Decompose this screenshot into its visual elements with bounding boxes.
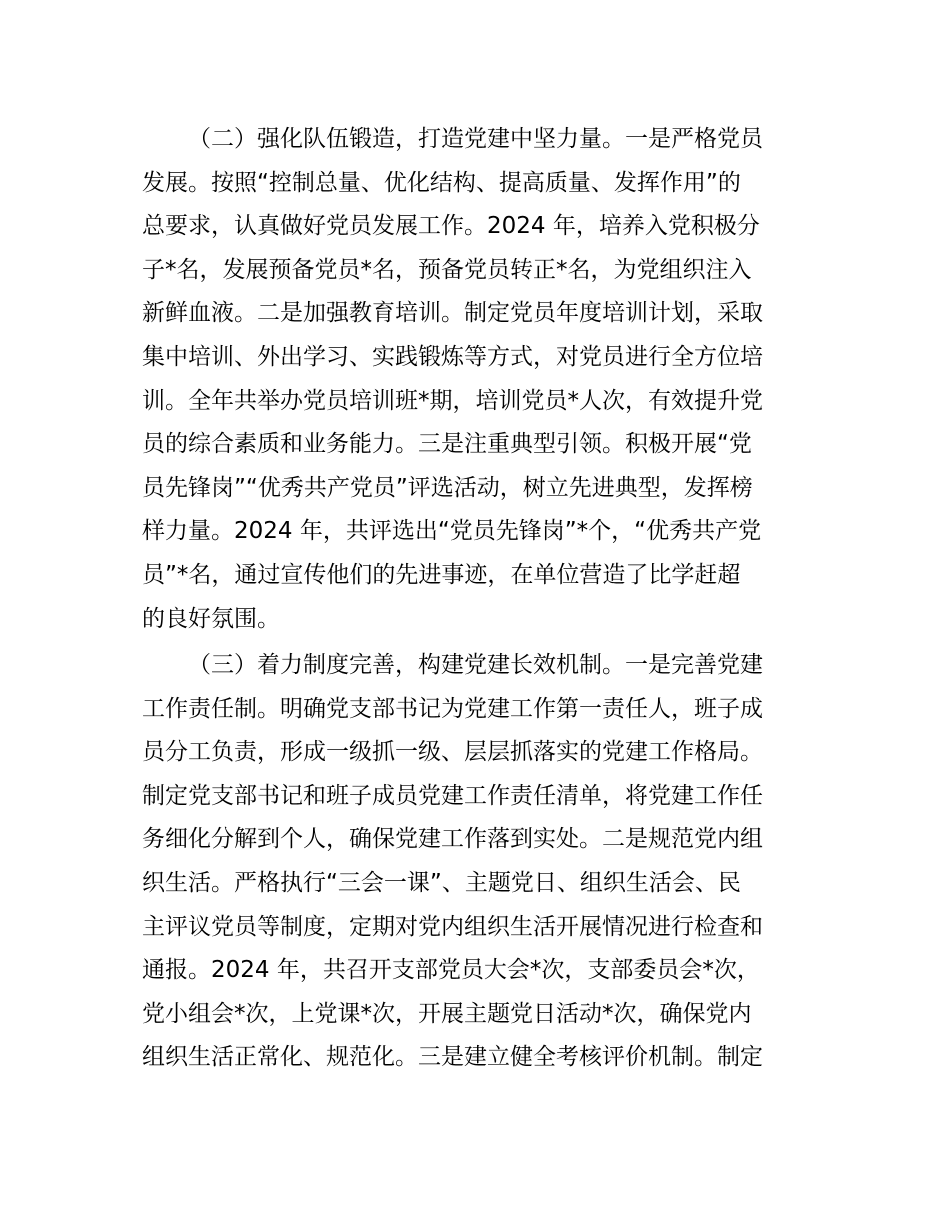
paragraph-line: 员先锋岗”“优秀共产党员”评选活动，树立先进典型，发挥榜 [142, 474, 753, 501]
paragraph-line: 制定党支部书记和班子成员党建工作责任清单，将党建工作任 [142, 782, 763, 809]
paragraph-line: 务细化分解到个人，确保党建工作落到实处。二是规范党内组 [142, 826, 763, 853]
paragraph-line: 员的综合素质和业务能力。三是注重典型引领。积极开展“党 [142, 431, 752, 458]
paragraph-system-improvement [142, 644, 810, 1080]
paragraph-line: 党小组会*次，上党课*次，开展主题党日活动*次，确保党内 [142, 1000, 752, 1027]
paragraph-line: 集中培训、外出学习、实践锻炼等方式，对党员进行全方位培 [142, 343, 763, 370]
paragraph-line: 子*名，发展预备党员*名，预备党员转正*名，为党组织注入 [142, 256, 752, 283]
paragraph-line: 主评议党员等制度，定期对党内组织生活开展情况进行检查和 [142, 913, 763, 940]
paragraph-line: 通报。2024 年，共召开支部党员大会*次，支部委员会*次， [142, 957, 760, 984]
paragraph-team-building [142, 118, 810, 641]
paragraph-line: 员”*名，通过宣传他们的先进事迹，在单位营造了比学赶超 [142, 561, 741, 588]
paragraph-line: 样力量。2024 年，共评选出“党员先锋岗”*个，“优秀共产党 [142, 518, 762, 545]
paragraph-line: 新鲜血液。二是加强教育培训。制定党员年度培训计划，采取 [142, 300, 763, 327]
paragraph-line: 织生活。严格执行“三会一课”、主题党日、组织生活会、民 [142, 869, 741, 896]
paragraph-line: 发展。按照“控制总量、优化结构、提高质量、发挥作用”的 [142, 169, 741, 196]
paragraph-line: 组织生活正常化、规范化。三是建立健全考核评价机制。制定 [142, 1044, 763, 1071]
paragraph-line: 工作责任制。明确党支部书记为党建工作第一责任人，班子成 [142, 695, 763, 722]
paragraph-line: （二）强化队伍锻造，打造党建中坚力量。一是严格党员 [188, 126, 763, 152]
paragraph-line: 员分工负责，形成一级抓一级、层层抓落实的党建工作格局。 [142, 739, 763, 766]
paragraph-line: 总要求，认真做好党员发展工作。2024 年，培养入党积极分 [142, 213, 760, 240]
paragraph-line: 训。全年共举办党员培训班*期，培训党员*人次，有效提升党 [142, 387, 763, 414]
paragraph-line: （三）着力制度完善，构建党建长效机制。一是完善党建 [188, 652, 763, 678]
paragraph-line: 的良好氛围。 [142, 605, 280, 632]
